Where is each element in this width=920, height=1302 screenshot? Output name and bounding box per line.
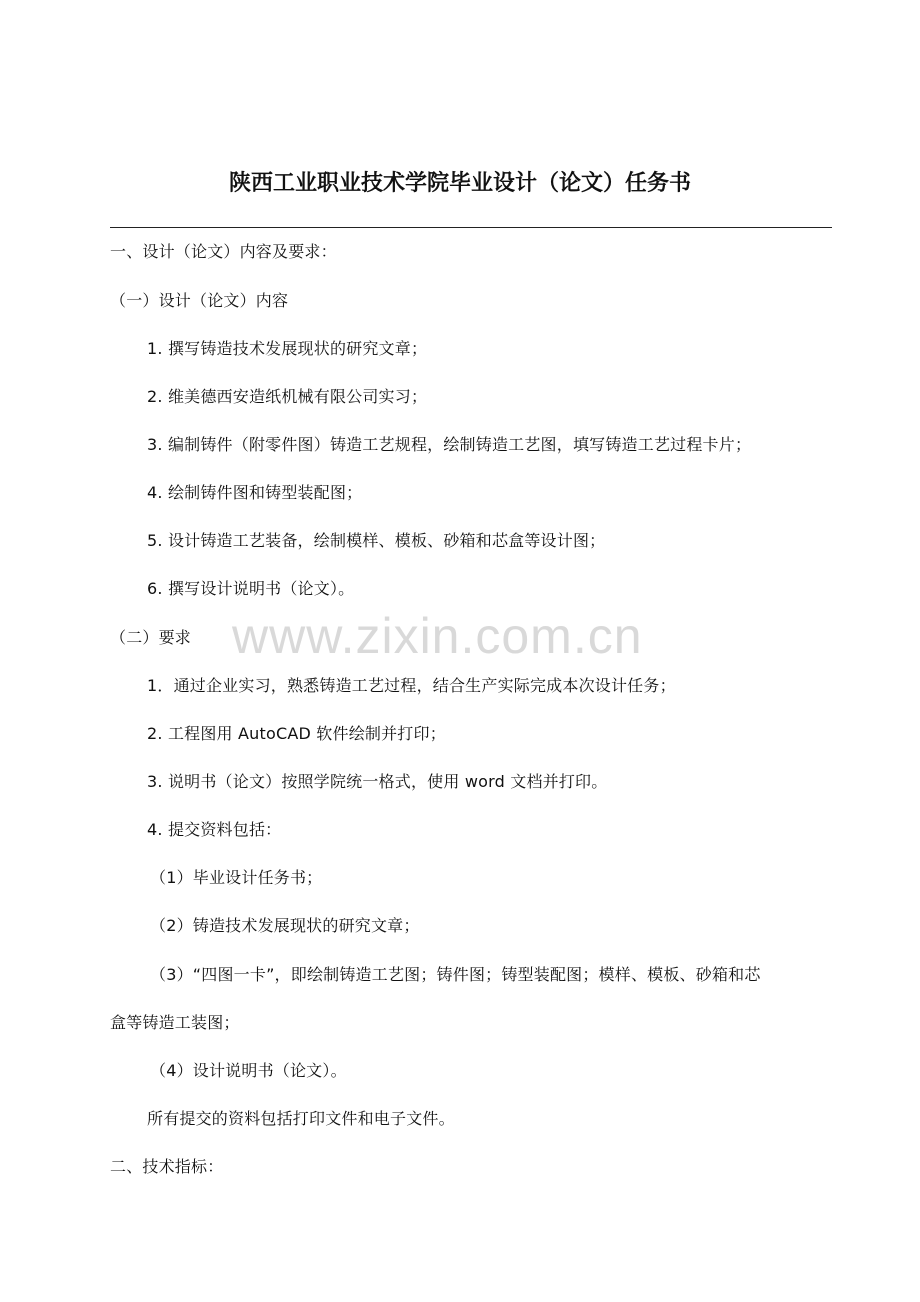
requirement-item-4: 4. 提交资料包括： <box>147 820 282 839</box>
requirement-item-1: 1．通过企业实习，熟悉铸造工艺过程，结合生产实际完成本次设计任务； <box>147 676 676 695</box>
content-item-4: 4. 绘制铸件图和铸型装配图； <box>147 483 363 502</box>
content-item-6: 6. 撰写设计说明书（论文）。 <box>147 579 355 598</box>
watermark-text: www.zixin.com.cn <box>232 608 643 664</box>
content-item-5: 5. 设计铸造工艺装备，绘制模样、模板、砂箱和芯盒等设计图； <box>147 531 606 550</box>
content-item-1: 1. 撰写铸造技术发展现状的研究文章； <box>147 339 428 358</box>
submission-item-3-continued: 盒等铸造工装图； <box>110 1013 240 1032</box>
subsection-heading-content: （一）设计（论文）内容 <box>110 291 289 310</box>
section-heading-content-requirements: 一、设计（论文）内容及要求： <box>110 242 337 261</box>
submission-note: 所有提交的资料包括打印文件和电子文件。 <box>147 1109 455 1128</box>
content-item-3: 3. 编制铸件（附零件图）铸造工艺规程，绘制铸造工艺图，填写铸造工艺过程卡片； <box>147 435 752 454</box>
requirement-item-2: 2. 工程图用 AutoCAD 软件绘制并打印； <box>147 724 446 743</box>
submission-item-1: （1）毕业设计任务书； <box>150 868 323 887</box>
submission-item-3: （3）“四图一卡”，即绘制铸造工艺图；铸件图；铸型装配图；模样、模板、砂箱和芯 <box>150 965 761 984</box>
section-heading-technical-indicators: 二、技术指标： <box>110 1157 224 1176</box>
content-item-2: 2. 维美德西安造纸机械有限公司实习； <box>147 387 428 406</box>
document-title: 陕西工业职业技术学院毕业设计（论文）任务书 <box>228 171 691 196</box>
requirement-item-3: 3. 说明书（论文）按照学院统一格式，使用 word 文档并打印。 <box>147 772 608 791</box>
title-divider <box>110 227 832 228</box>
submission-item-4: （4）设计说明书（论文）。 <box>150 1061 347 1080</box>
submission-item-2: （2）铸造技术发展现状的研究文章； <box>150 916 420 935</box>
subsection-heading-requirements: （二）要求 <box>110 628 192 647</box>
